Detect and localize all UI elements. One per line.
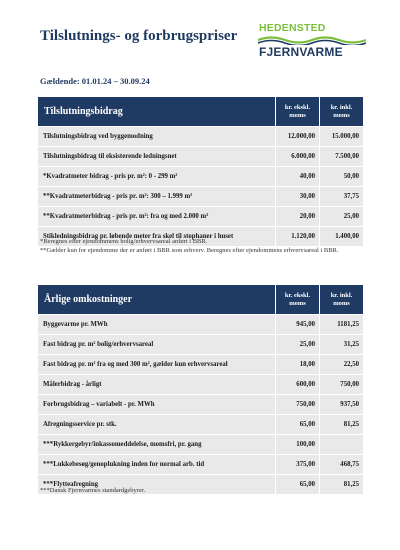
row-label: Byggevarme pr. MWh: [38, 315, 276, 335]
price-excl-vat: 1.120,00: [276, 227, 320, 247]
price-incl-vat: 81,25: [320, 415, 364, 435]
row-label: Fast bidrag pr. m² bolig/erhvervsareal: [38, 335, 276, 355]
row-label: **Kvadratmeterbidrag - pris pr. m²: fra og med 2.000 m²: [38, 207, 276, 227]
price-incl-vat: 50,00: [320, 167, 364, 187]
table-row: [38, 355, 364, 375]
row-label: Fast bidrag pr. m² fra og med 300 m², gælder kun erhvervsareal: [38, 355, 276, 375]
logo-text-bottom: FJERNVARME: [259, 45, 343, 59]
row-label: ***Flytteafregning: [38, 475, 276, 495]
logo-text-top: HEDENSTED: [259, 22, 326, 34]
row-label: Tilslutningsbidrag til eksisterende ledningsnet: [38, 147, 276, 167]
row-label: ***Rykkergebyr/inkassomeddelelse, momsfri, pr. gang: [38, 435, 276, 455]
column-header-incl-vat: kr. inkl. moms: [320, 285, 364, 315]
table-row: [38, 315, 364, 335]
table-row: [38, 455, 364, 475]
price-incl-vat: 468,75: [320, 455, 364, 475]
price-incl-vat: 937,50: [320, 395, 364, 415]
row-label: *Kvadratmeter bidrag - pris pr. m²: 0 - 299 m²: [38, 167, 276, 187]
company-logo: [256, 22, 368, 64]
price-incl-vat: 22,50: [320, 355, 364, 375]
column-header-incl-vat: kr. inkl. moms: [320, 97, 364, 127]
price-excl-vat: 600,00: [276, 375, 320, 395]
annual-costs-table: [37, 284, 364, 495]
price-incl-vat: 7.500,00: [320, 147, 364, 167]
row-label: ***Lukkebesøg/genoplukning inden for normal arb. tid: [38, 455, 276, 475]
price-incl-vat: 81,25: [320, 475, 364, 495]
table-row: [38, 435, 364, 455]
page-title: Tilslutnings- og forbrugspriser: [40, 28, 238, 44]
price-incl-vat: 1181,25: [320, 315, 364, 335]
row-label: Tilslutningsbidrag ved byggemodning: [38, 127, 276, 147]
table-row: [38, 207, 364, 227]
price-incl-vat: 1.400,00: [320, 227, 364, 247]
price-excl-vat: 18,00: [276, 355, 320, 375]
table-row: [38, 395, 364, 415]
price-excl-vat: 65,00: [276, 475, 320, 495]
row-label: Stikledningsbidrag pr. løbende meter fra skel til stophaner i huset: [38, 227, 276, 247]
table-row: [38, 187, 364, 207]
table-row: [38, 375, 364, 395]
column-header-excl-vat: kr. ekskl. moms: [276, 97, 320, 127]
footnotes-connection-fee: [40, 237, 370, 255]
price-excl-vat: 30,00: [276, 187, 320, 207]
table-row: [38, 415, 364, 435]
price-excl-vat: 375,00: [276, 455, 320, 475]
table-row: [38, 127, 364, 147]
row-label: Målerbidrag - årligt: [38, 375, 276, 395]
table-row: [38, 335, 364, 355]
connection-fee-table: [37, 96, 364, 247]
price-incl-vat: 25,00: [320, 207, 364, 227]
row-label: Afregningsservice pr. stk.: [38, 415, 276, 435]
table-row: [38, 167, 364, 187]
price-excl-vat: 945,00: [276, 315, 320, 335]
price-incl-vat: 37,75: [320, 187, 364, 207]
table-title: Årlige omkostninger: [38, 285, 276, 315]
price-excl-vat: 6.000,00: [276, 147, 320, 167]
row-label: Forbrugsbidrag – variabelt - pr. MWh: [38, 395, 276, 415]
price-excl-vat: 12.000,00: [276, 127, 320, 147]
validity-period: Gældende: 01.01.24 – 30.09.24: [40, 76, 150, 86]
price-incl-vat: 15.000,00: [320, 127, 364, 147]
footnote-standard-fees: ***Dansk Fjernvarmes standardgebyrer.: [40, 487, 146, 494]
table-title: Tilslutningsbidrag: [38, 97, 276, 127]
price-excl-vat: 40,00: [276, 167, 320, 187]
price-excl-vat: 750,00: [276, 395, 320, 415]
table-row: [38, 147, 364, 167]
price-excl-vat: 65,00: [276, 415, 320, 435]
price-excl-vat: 25,00: [276, 335, 320, 355]
footnote: *Beregnes efter ejendommens bolig/erhvervsareal anført i BBR.: [40, 238, 208, 245]
row-label: **Kvadratmeterbidrag - pris pr. m²: 300 – 1.999 m²: [38, 187, 276, 207]
logo-wave-icon: [258, 35, 366, 45]
footnote: **Gælder kun for ejendomme der er anført i BBR som erhverv. Beregnes efter ejendommens erhvervsareal i BBR.: [40, 247, 339, 255]
price-incl-vat: 31,25: [320, 335, 364, 355]
price-incl-vat: 750,00: [320, 375, 364, 395]
price-incl-vat: [320, 435, 364, 455]
column-header-excl-vat: kr. ekskl. moms: [276, 285, 320, 315]
price-excl-vat: 100,00: [276, 435, 320, 455]
price-excl-vat: 20,00: [276, 207, 320, 227]
